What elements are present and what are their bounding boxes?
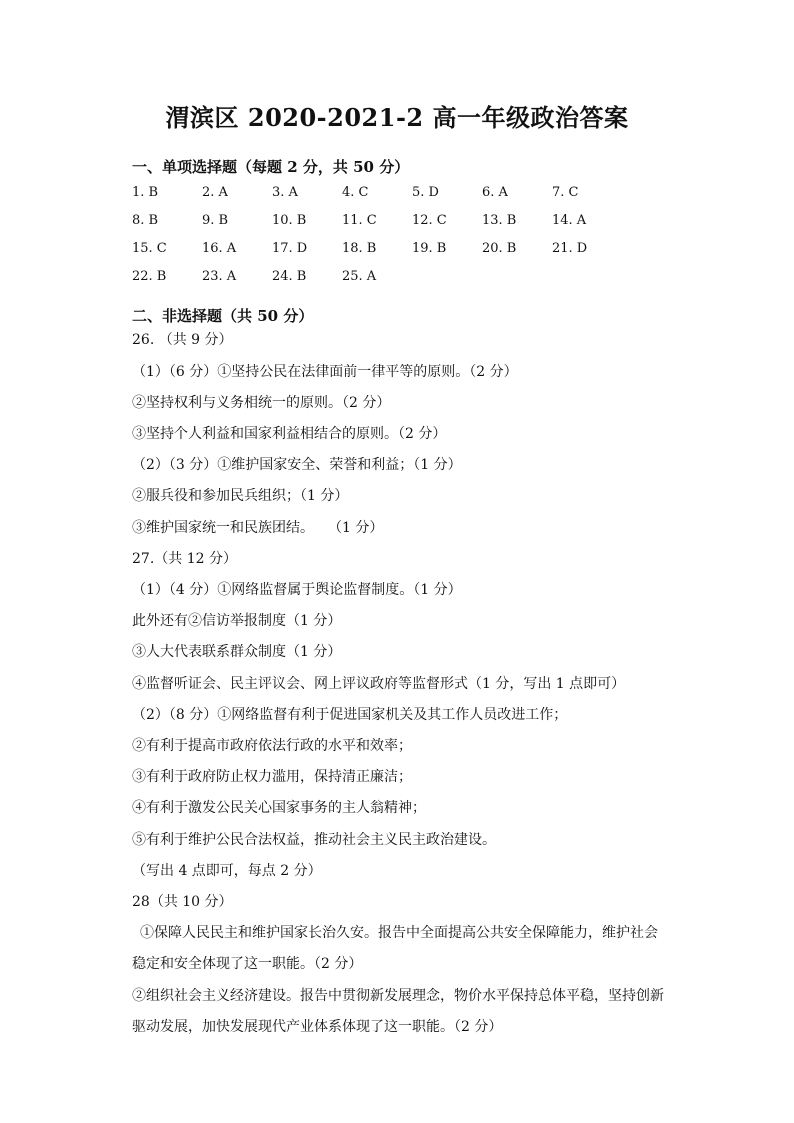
answer-note: （写出 4 点即可，每点 2 分） (132, 863, 322, 879)
multiple-choice-answer-grid (132, 184, 692, 286)
answer-item: 23. A (202, 269, 237, 284)
answer-item: 24. B (272, 269, 307, 284)
answer-line: ②有利于提高市政府依法行政的水平和效率； (132, 738, 412, 754)
answer-line: ③有利于政府防止权力滥用，保持清正廉洁； (132, 769, 412, 785)
answer-line: ④监督听证会、民主评议会、网上评议政府等监督形式（1 分，写出 1 点即可） (132, 676, 626, 692)
answer-item: 12. C (412, 213, 447, 228)
answer-line: （2）（8 分）①网络监督有利于促进国家机关及其工作人员改进工作； (132, 707, 568, 723)
answer-item: 2. A (202, 185, 228, 200)
answer-line: 此外还有②信访举报制度（1 分） (132, 613, 342, 629)
answer-line: ③坚持个人利益和国家利益相结合的原则。（2 分） (132, 426, 447, 442)
answer-line: ①保障人民民主和维护国家长治久安。报告中全面提高公共安全保障能力，维护社会 (140, 925, 658, 941)
answer-line: ②服兵役和参加民兵组织；（1 分） (132, 488, 349, 504)
question-26-header: 26. （共 9 分） (132, 332, 233, 348)
answer-item: 19. B (412, 241, 447, 256)
question-28-header: 28（共 10 分） (132, 894, 233, 910)
answer-item: 11. C (342, 213, 377, 228)
answer-line: ②坚持权利与义务相统一的原则。（2 分） (132, 395, 391, 411)
answer-line: 驱动发展，加快发展现代产业体系体现了这一职能。（2 分） (132, 1019, 503, 1035)
answer-item: 10. B (272, 213, 307, 228)
question-27-header: 27.（共 12 分） (132, 551, 237, 567)
answer-item: 18. B (342, 241, 377, 256)
answer-item: 5. D (412, 185, 439, 200)
answer-item: 22. B (132, 269, 167, 284)
answer-line: ③人大代表联系群众制度（1 分） (132, 644, 342, 660)
answer-item: 20. B (482, 241, 517, 256)
answer-item: 14. A (552, 213, 587, 228)
answer-line: ③维护国家统一和民族团结。 （1 分） (132, 520, 384, 536)
section-2-heading: 二、非选择题（共 50 分） (132, 307, 314, 325)
answer-line: 稳定和安全体现了这一职能。（2 分） (132, 956, 363, 972)
answer-item: 16. A (202, 241, 237, 256)
answer-item: 7. C (552, 185, 579, 200)
answer-item: 1. B (132, 185, 159, 200)
answer-item: 17. D (272, 241, 308, 256)
answer-line: （2）（3 分）①维护国家安全、荣誉和利益；（1 分） (132, 457, 462, 473)
answer-item: 13. B (482, 213, 517, 228)
answer-item: 21. D (552, 241, 588, 256)
answer-line: （1）（4 分）①网络监督属于舆论监督制度。（1 分） (132, 582, 462, 598)
answer-item: 9. B (202, 213, 229, 228)
answer-item: 6. A (482, 185, 508, 200)
answer-line: ⑤有利于维护公民合法权益，推动社会主义民主政治建设。 (132, 832, 496, 848)
page-title: 渭滨区 2020-2021-2 高一年级政治答案 (165, 103, 629, 132)
answer-line: ④有利于激发公民关心国家事务的主人翁精神； (132, 800, 426, 816)
answer-line: （1）（6 分）①坚持公民在法律面前一律平等的原则。（2 分） (132, 364, 518, 380)
answer-line: ②组织社会主义经济建设。报告中贯彻新发展理念，物价水平保持总体平稳，坚持创新 (132, 988, 664, 1004)
answer-item: 3. A (272, 185, 298, 200)
answer-item: 8. B (132, 213, 159, 228)
answer-item: 4. C (342, 185, 369, 200)
section-1-heading: 一、单项选择题（每题 2 分，共 50 分） (132, 158, 410, 176)
answer-item: 25. A (342, 269, 377, 284)
answer-item: 15. C (132, 241, 167, 256)
